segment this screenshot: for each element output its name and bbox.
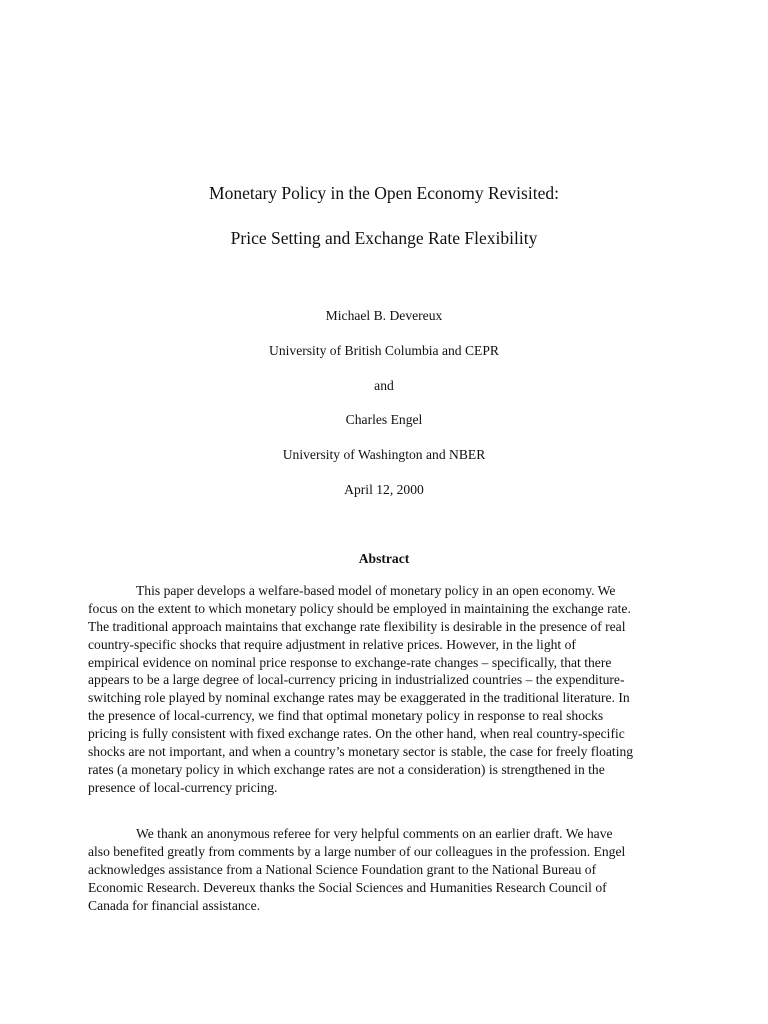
abstract-body — [88, 582, 728, 797]
abstract-line: country-specific shocks that require adjustment in relative prices. However, in the light of — [88, 636, 576, 652]
abstract-line: This paper develops a welfare-based model of monetary policy in an open economy. We — [136, 583, 616, 598]
abstract-heading: Abstract — [358, 551, 410, 566]
paper-date: April 12, 2000 — [344, 482, 424, 497]
acknowledgments-line: acknowledges assistance from a National Science Foundation grant to the National Bureau of — [88, 861, 597, 877]
acknowledgments-body — [88, 825, 728, 914]
acknowledgments-line: Canada for financial assistance. — [88, 897, 261, 913]
paper-title-line-2: Price Setting and Exchange Rate Flexibility — [230, 228, 538, 248]
abstract-line: switching role played by nominal exchange rates may be exaggerated in the traditional literature. In — [88, 690, 630, 706]
abstract-line: the presence of local-currency, we find that optimal monetary policy in response to real shocks — [88, 708, 604, 724]
abstract-line: focus on the extent to which monetary policy should be employed in maintaining the exchange rate. — [88, 600, 631, 616]
abstract-line: shocks are not important, and when a country’s monetary sector is stable, the case for freely floating — [88, 744, 634, 760]
affiliation-1: University of British Columbia and CEPR — [269, 343, 499, 358]
abstract-line: presence of local-currency pricing. — [88, 779, 278, 795]
abstract-line: empirical evidence on nominal price response to exchange-rate changes – specifically, that there — [88, 654, 612, 670]
abstract-line: appears to be a large degree of local-currency pricing in industrialized countries – the expenditure- — [88, 672, 625, 688]
acknowledgments-line: Economic Research. Devereux thanks the Social Sciences and Humanities Research Council of — [88, 879, 607, 895]
author-1: Michael B. Devereux — [325, 308, 443, 323]
affiliation-2: University of Washington and NBER — [282, 447, 486, 462]
paper-title-line-1: Monetary Policy in the Open Economy Revisited: — [209, 183, 559, 203]
author-conjunction: and — [374, 378, 394, 393]
abstract-line: The traditional approach maintains that exchange rate flexibility is desirable in the presence of real — [88, 618, 626, 634]
acknowledgments-line: also benefited greatly from comments by a large number of our colleagues in the profession. Engel — [88, 843, 626, 859]
acknowledgments-line: We thank an anonymous referee for very helpful comments on an earlier draft. We have — [136, 826, 613, 841]
abstract-line: rates (a monetary policy in which exchange rates are not a consideration) is strengthened in the — [88, 761, 605, 777]
abstract-line: pricing is fully consistent with fixed exchange rates. On the other hand, when real country-specific — [88, 726, 625, 742]
author-2: Charles Engel — [345, 412, 423, 427]
